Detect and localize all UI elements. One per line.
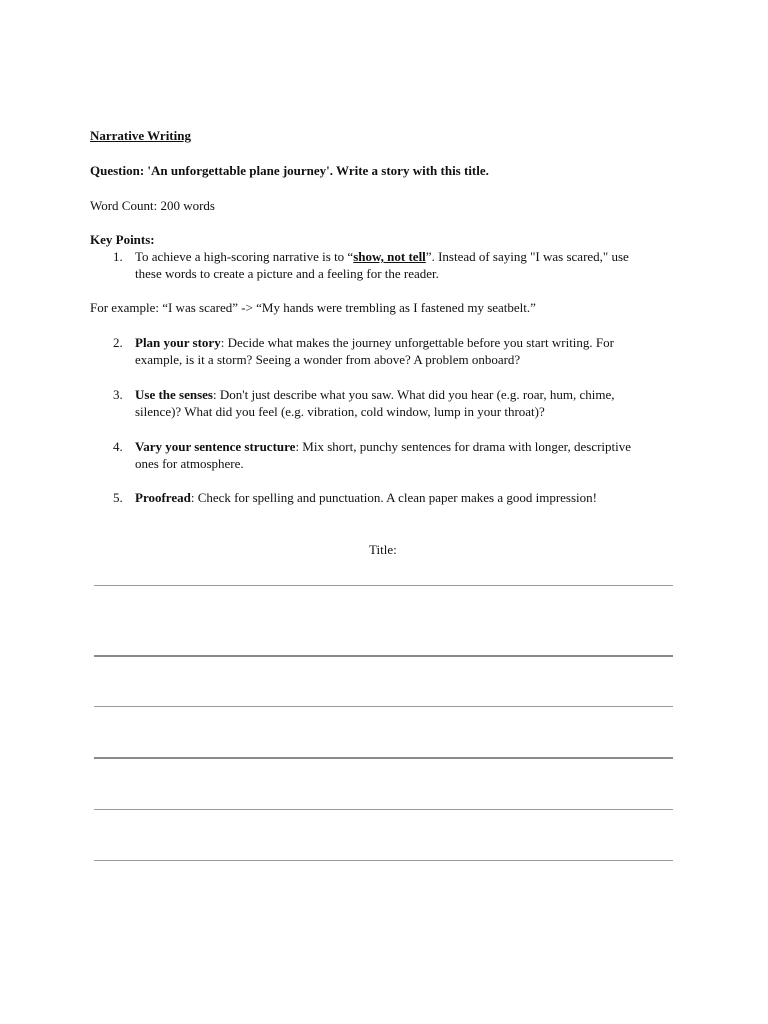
list-item-heading: Plan your story xyxy=(135,335,221,350)
example-text: For example: “I was scared” -> “My hands were trembling as I fastened my seatbelt.” xyxy=(90,300,536,315)
list-number: 2. xyxy=(113,335,123,350)
key-points-heading: Key Points: xyxy=(90,232,155,247)
list-item-line xyxy=(135,334,614,351)
title-label: Title: xyxy=(369,542,397,557)
list-item-line: these words to create a picture and a feeling for the reader. xyxy=(135,266,439,281)
list-item-heading: Use the senses xyxy=(135,387,213,402)
question-text: Question: 'An unforgettable plane journey'. Write a story with this title. xyxy=(90,163,489,178)
writing-line xyxy=(94,860,673,861)
list-item-line xyxy=(135,248,629,265)
writing-line xyxy=(94,585,673,586)
list-item-text: ”. Instead of saying "I was scared," use xyxy=(425,249,629,264)
list-number: 3. xyxy=(113,387,123,402)
list-number: 4. xyxy=(113,439,123,454)
list-item-heading: Vary your sentence structure xyxy=(135,439,296,454)
writing-line xyxy=(94,706,673,707)
word-count: Word Count: 200 words xyxy=(90,198,215,213)
list-item-line: ones for atmosphere. xyxy=(135,456,244,471)
writing-line xyxy=(94,757,673,759)
list-item-text: To achieve a high-scoring narrative is to “ xyxy=(135,249,354,264)
list-number: 1. xyxy=(113,249,123,264)
list-item-text: : Decide what makes the journey unforgettable before you start writing. For xyxy=(220,335,614,350)
writing-line xyxy=(94,655,673,657)
emphasis-text: show, not tell xyxy=(353,249,426,264)
list-item-line: example, is it a storm? Seeing a wonder from above? A problem onboard? xyxy=(135,352,521,367)
list-item-line xyxy=(135,386,614,403)
list-item-line: silence)? What did you feel (e.g. vibration, cold window, lump in your throat)? xyxy=(135,404,545,419)
list-item-text: : Check for spelling and punctuation. A clean paper makes a good impression! xyxy=(190,490,597,505)
list-item-text: : Mix short, punchy sentences for drama with longer, descriptive xyxy=(295,439,632,454)
writing-line xyxy=(94,809,673,810)
list-number: 5. xyxy=(113,490,123,505)
page-title: Narrative Writing xyxy=(90,128,191,143)
list-item-heading: Proofread xyxy=(135,490,191,505)
list-item-line xyxy=(135,489,597,506)
list-item-line xyxy=(135,438,631,455)
list-item-text: : Don't just describe what you saw. What did you hear (e.g. roar, hum, chime, xyxy=(213,387,615,402)
